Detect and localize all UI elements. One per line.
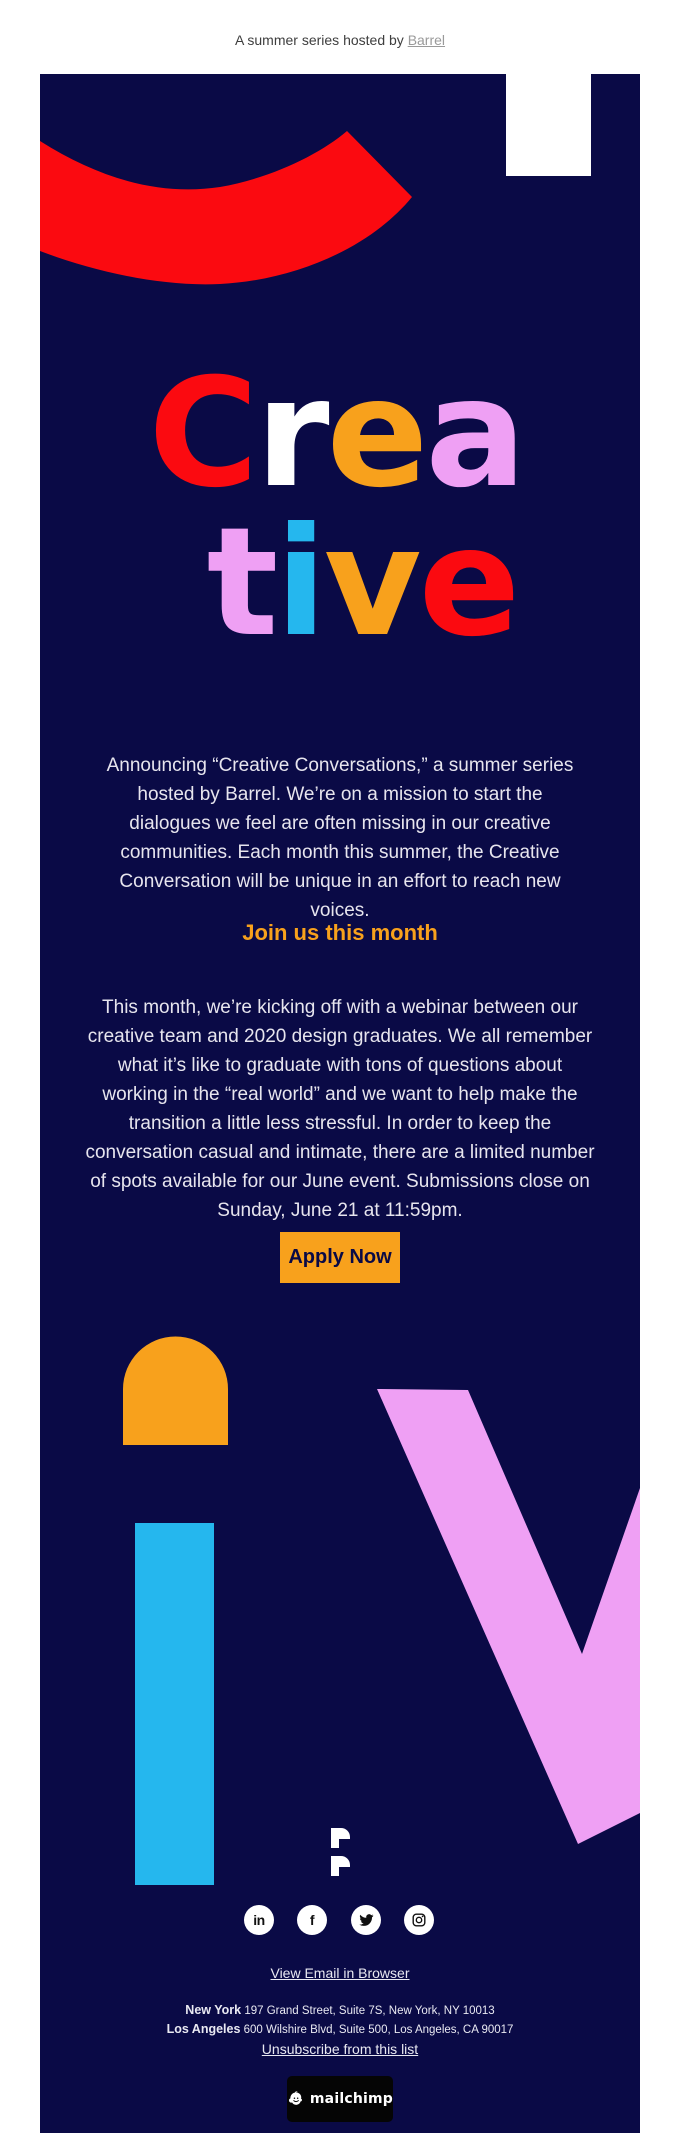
barrel-logo-top: [331, 1828, 350, 1848]
hero-letter: i: [275, 496, 324, 670]
hero-word-line2: [62, 496, 640, 670]
hero-word-line1: [40, 347, 636, 521]
i-stem-shape: [135, 1523, 214, 1885]
dot-shape: [123, 1337, 228, 1445]
intro-paragraph: Announcing “Creative Conversations,” a summer series hosted by Barrel. We’re on a mission to start the dialogues we feel are often missing in our creative communities. Each month this summer, the Creative Conversation will be unique in an effort to reach new voices.: [106, 755, 574, 921]
linkedin-icon[interactable]: [244, 1905, 274, 1935]
address-city: Los Angeles: [166, 2022, 241, 2036]
twitter-bird-glyph: [358, 1912, 374, 1928]
email-body: [40, 74, 640, 2133]
notch-cutout: [506, 74, 591, 176]
hero-letter: r: [255, 347, 327, 521]
hero-letter: C: [148, 347, 256, 521]
apply-now-button[interactable]: Apply Now: [280, 1232, 400, 1283]
address-new-york: [40, 2001, 640, 2021]
instagram-icon[interactable]: [404, 1905, 434, 1935]
facebook-icon[interactable]: [297, 1905, 327, 1935]
instagram-glyph: [411, 1912, 427, 1928]
preheader-text: A summer series hosted by: [234, 32, 404, 48]
hero-letter: e: [326, 347, 426, 521]
hero-letter: a: [425, 347, 524, 521]
hero-letter: e: [418, 496, 518, 670]
address-los-angeles: [40, 2020, 640, 2040]
social-row: [40, 1905, 640, 1935]
mailchimp-freddie-icon: [287, 2087, 305, 2111]
barrel-logo-bottom: [331, 1856, 350, 1876]
section-heading: Join us this month: [242, 920, 438, 945]
linkedin-glyph: in: [253, 1912, 265, 1928]
preheader-barrel-link[interactable]: Barrel: [407, 32, 446, 48]
hero-letter: v: [323, 496, 419, 670]
preheader: [0, 30, 680, 50]
view-email-link[interactable]: View Email in Browser: [270, 1965, 410, 1981]
barrel-logo[interactable]: [331, 1828, 351, 1876]
mailchimp-badge-label: mailchimp: [309, 2091, 393, 2107]
address-detail: 600 Wilshire Blvd, Suite 500, Los Angeles, CA 90017: [243, 2024, 514, 2036]
unsubscribe-link[interactable]: Unsubscribe from this list: [261, 2041, 419, 2057]
hero-letter: t: [206, 496, 276, 670]
details-paragraph: This month, we’re kicking off with a webinar between our creative team and 2020 design graduates. We all remember what it’s like to graduate with tons of questions about working in the “real world” and we want to help make the transition a little less stressful. In order to keep the conversation casual and intimate, there are a limited number of spots available for our June event. Submissions close on Sunday, June 21 at 11:59pm.: [85, 997, 595, 1221]
facebook-glyph: f: [309, 1912, 315, 1928]
v-shape: [377, 1389, 640, 1844]
mailchimp-badge[interactable]: [287, 2076, 393, 2122]
red-arc-shape: [40, 131, 412, 284]
twitter-icon[interactable]: [351, 1905, 381, 1935]
address-detail: 197 Grand Street, Suite 7S, New York, NY 10013: [244, 2005, 495, 2017]
address-city: New York: [185, 2003, 242, 2017]
